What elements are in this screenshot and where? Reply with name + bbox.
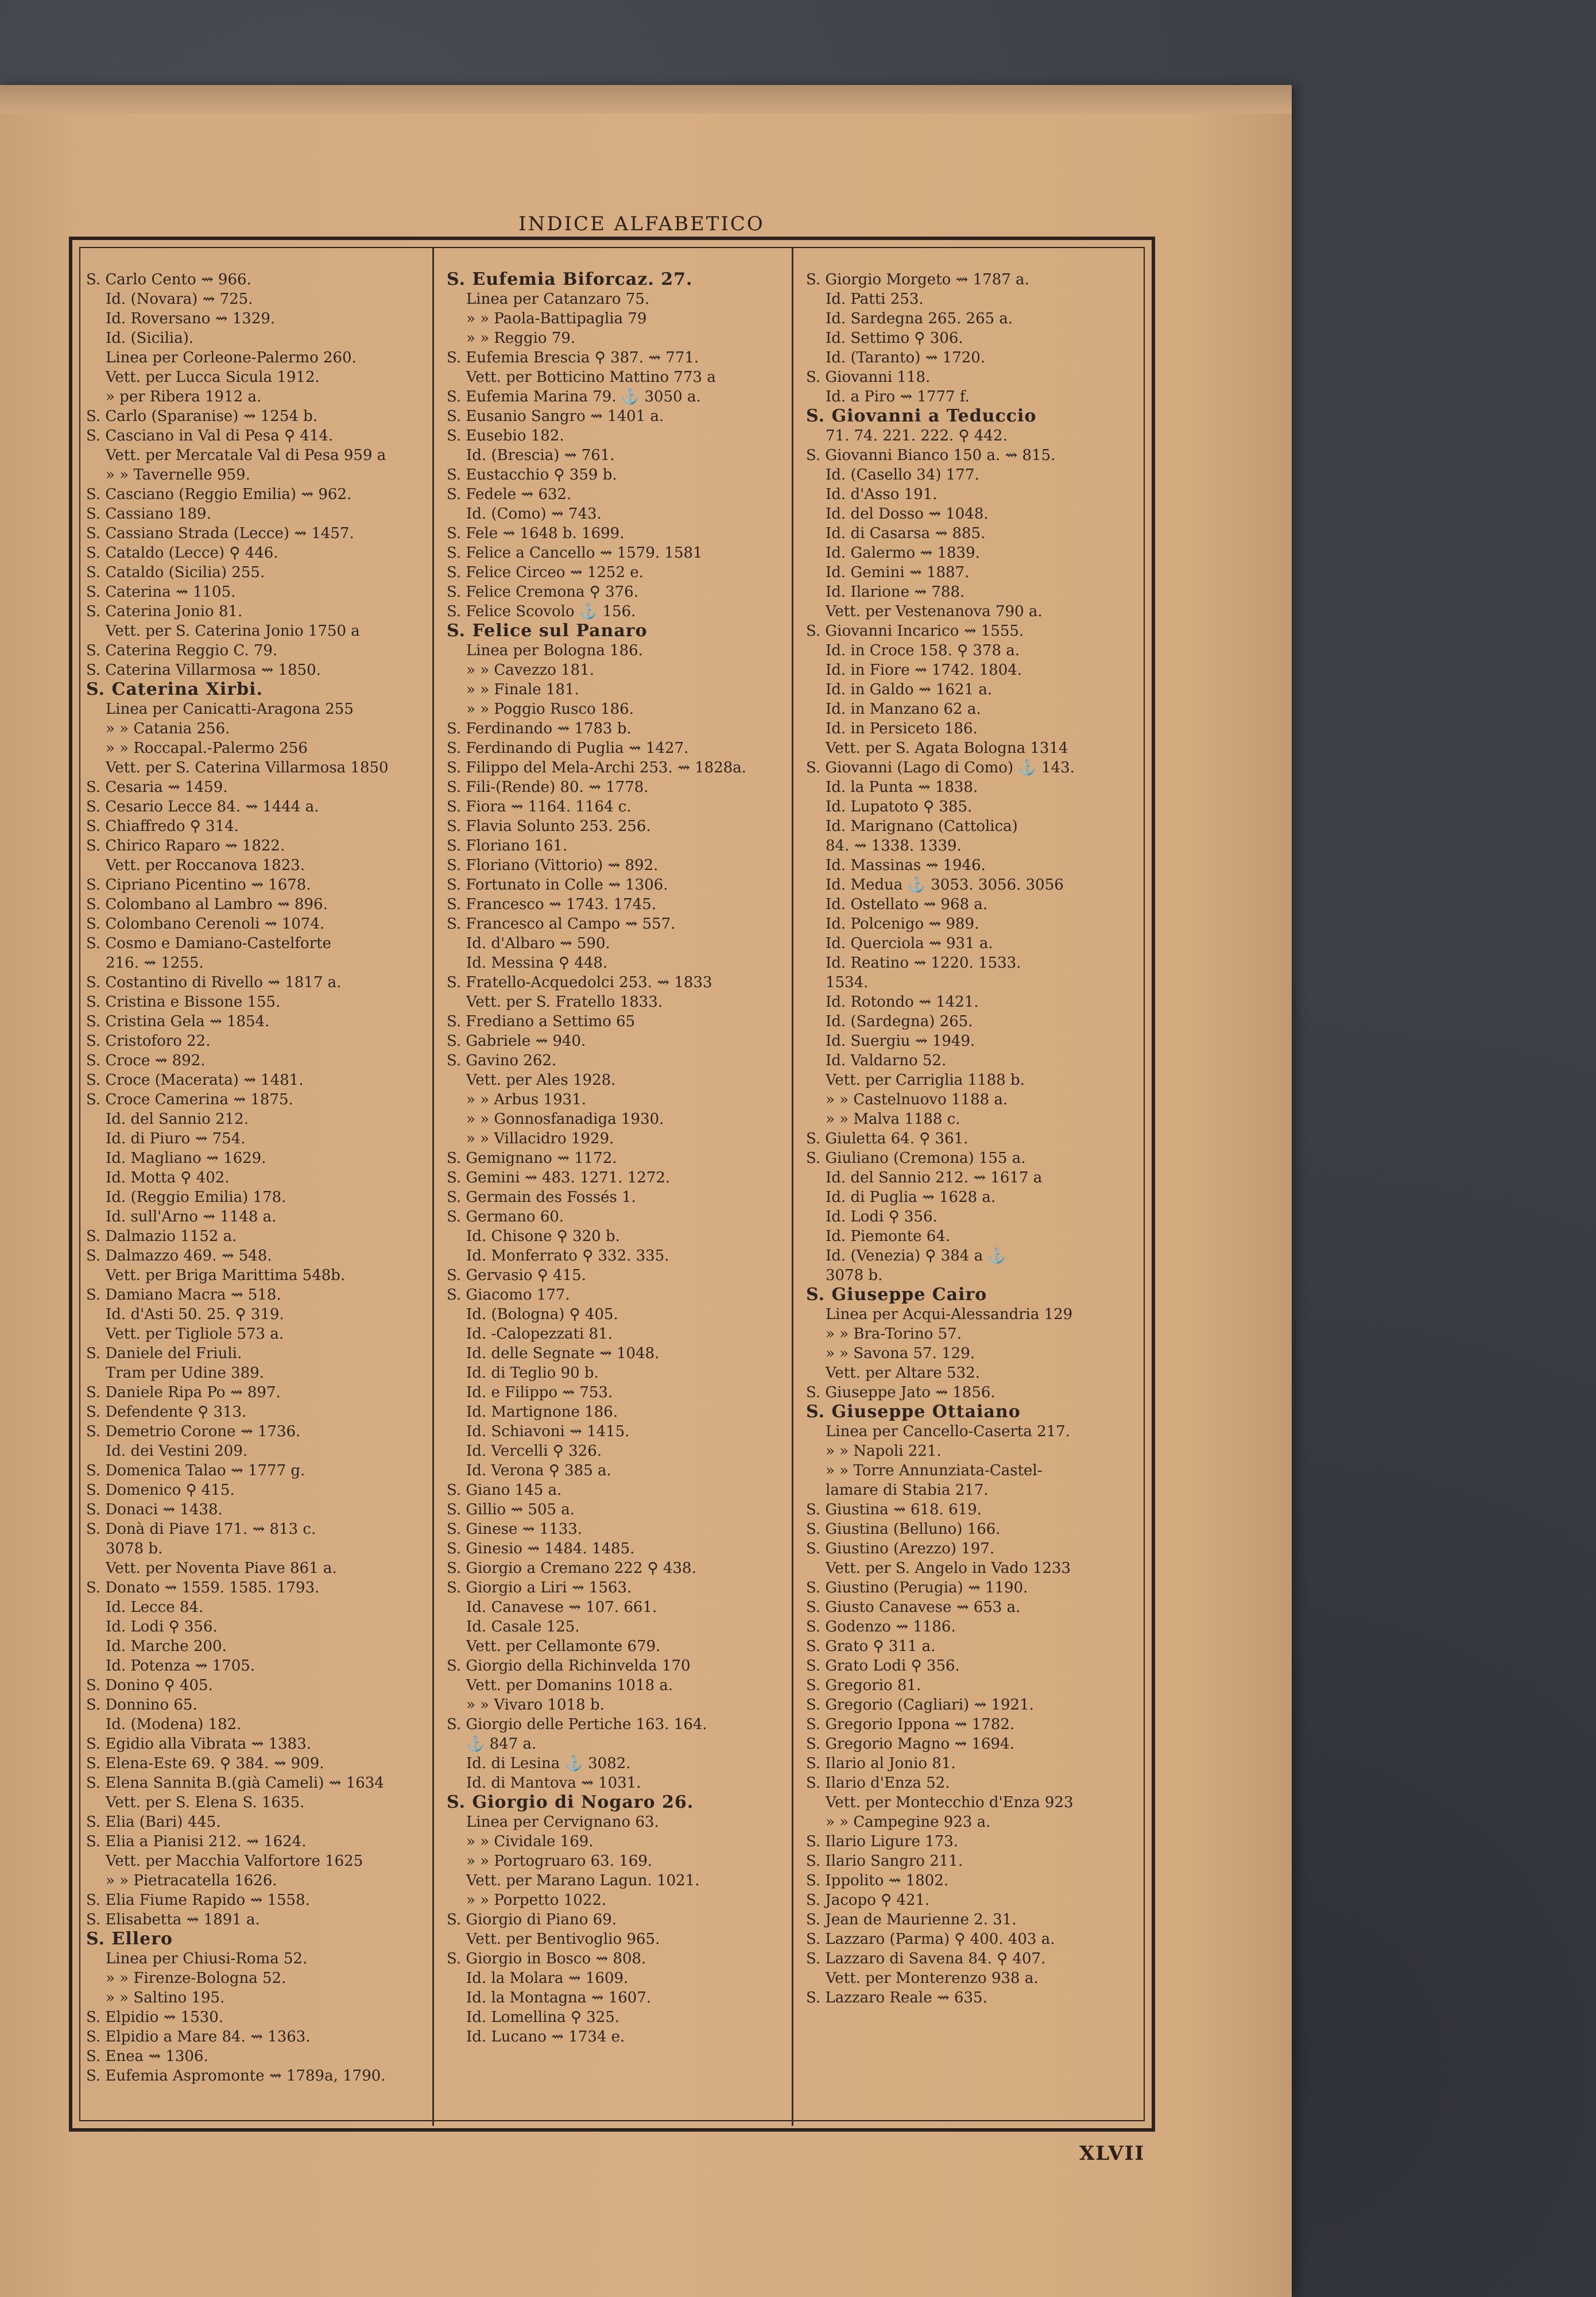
column-divider [432,248,434,2126]
index-entry: S. Giustino (Perugia) ⇝ 1190. [806,1579,1028,1596]
index-entry: » » Cividale 169. [466,1833,594,1850]
index-entry: S. Giovanni Bianco 150 a. ⇝ 815. [806,447,1056,464]
index-entry: Id. di Piuro ⇝ 754. [106,1130,246,1147]
index-entry: Id. Martignone 186. [466,1403,618,1421]
index-entry: S. Francesco al Campo ⇝ 557. [447,915,676,933]
index-entry: » » Cavezzo 181. [466,662,595,679]
index-entry: S. Cipriano Picentino ⇝ 1678. [86,876,311,894]
index-entry: S. Daniele Ripa Po ⇝ 897. [86,1384,281,1401]
index-entry: S. Giuseppe Cairo [806,1285,987,1305]
index-entry: S. Costantino di Rivello ⇝ 1817 a. [86,974,342,991]
index-entry: Id. Vercelli ⚲ 326. [466,1443,602,1460]
index-entry: Vett. per Cellamonte 679. [466,1638,661,1655]
index-entry: S. Elia a Pianisi 212. ⇝ 1624. [86,1833,307,1850]
index-entry: S. Croce Camerina ⇝ 1875. [86,1091,293,1108]
index-entry: S. Eusebio 182. [447,427,564,444]
index-entry: Id. del Dosso ⇝ 1048. [826,505,989,523]
index-entry: Id. Roversano ⇝ 1329. [106,310,276,327]
index-entry: Id. (Bologna) ⚲ 405. [466,1306,618,1323]
index-entry: S. Giuliano (Cremona) 155 a. [806,1150,1026,1167]
index-entry: S. Flavia Solunto 253. 256. [447,818,651,835]
index-entry: S. Fratello-Acquedolci 253. ⇝ 1833 [447,974,712,991]
index-entry: Id. a Piro ⇝ 1777 f. [826,388,970,405]
index-entry: » » Firenze-Bologna 52. [106,1970,286,1987]
index-entry: S. Caterina ⇝ 1105. [86,583,236,601]
index-entry: S. Donnino 65. [86,1696,197,1714]
index-entry: Id. (Modena) 182. [106,1716,242,1733]
index-entry: S. Cesaria ⇝ 1459. [86,779,228,796]
index-entry: Id. Polcenigo ⇝ 989. [826,915,979,933]
index-entry: S. Ginese ⇝ 1133. [447,1521,583,1538]
index-entry: » » Savona 57. 129. [826,1345,975,1362]
index-entry: S. Caterina Xirbi. [86,680,263,699]
index-entry: » per Ribera 1912 a. [106,388,262,405]
index-entry: S. Giustina ⇝ 618. 619. [806,1501,982,1518]
index-entry: Id. sull'Arno ⇝ 1148 a. [106,1208,277,1225]
index-entry: 71. 74. 221. 222. ⚲ 442. [826,427,1008,444]
index-entry: S. Giovanni Incarico ⇝ 1555. [806,622,1024,640]
index-entry: S. Giorgio delle Pertiche 163. 164. [447,1716,707,1733]
index-entry: » » Napoli 221. [826,1443,942,1460]
index-entry: Id. Valdarno 52. [826,1052,947,1069]
index-column-3 [806,270,1148,2105]
index-entry: S. Giorgio a Liri ⇝ 1563. [447,1579,632,1596]
index-entry: Vett. per Botticino Mattino 773 a [466,369,716,386]
index-entry: S. Chirico Raparo ⇝ 1822. [86,837,285,854]
index-entry: Id. (Novara) ⇝ 725. [106,291,253,308]
index-entry: S. Ilario d'Enza 52. [806,1774,950,1792]
index-column-2 [447,270,789,2105]
index-entry: Id. del Sannio 212. ⇝ 1617 a [826,1169,1043,1186]
index-entry: Id. Ostellato ⇝ 968 a. [826,896,988,913]
index-entry: Id. Medua ⚓ 3053. 3056. 3056 [826,876,1064,894]
index-entry: Vett. per S. Agata Bologna 1314 [826,740,1068,757]
index-entry: S. Cataldo (Lecce) ⚲ 446. [86,544,278,562]
index-entry: S. Donino ⚲ 405. [86,1677,213,1694]
index-entry: S. Eufemia Aspromonte ⇝ 1789a, 1790. [86,2067,386,2085]
index-entry: Id. Gemini ⇝ 1887. [826,564,970,581]
index-entry: Vett. per Briga Marittima 548b. [106,1267,346,1284]
index-entry: Id. dei Vestini 209. [106,1443,248,1460]
index-entry: Id. Verona ⚲ 385 a. [466,1462,611,1479]
index-entry: Linea per Chiusi-Roma 52. [106,1950,308,1967]
index-entry: » » Campegine 923 a. [826,1813,991,1831]
index-entry: S. Floriano (Vittorio) ⇝ 892. [447,857,658,874]
index-entry: S. Croce ⇝ 892. [86,1052,206,1069]
index-entry: S. Grato ⚲ 311 a. [806,1638,936,1655]
index-entry: S. Giustina (Belluno) 166. [806,1521,1001,1538]
index-entry: S. Giano 145 a. [447,1482,562,1499]
index-entry: 84. ⇝ 1338. 1339. [826,837,962,854]
index-entry: Id. la Montagna ⇝ 1607. [466,1989,652,2006]
index-entry: S. Chiaffredo ⚲ 314. [86,818,239,835]
index-entry: » » Bra-Torino 57. [826,1325,962,1343]
index-entry: Id. Lecce 84. [106,1599,204,1616]
index-entry: Linea per Cervignano 63. [466,1813,659,1831]
index-entry: » » Vivaro 1018 b. [466,1696,605,1714]
index-entry: S. Gavino 262. [447,1052,557,1069]
index-entry: S. Demetrio Corone ⇝ 1736. [86,1423,301,1440]
index-entry: Id. Patti 253. [826,291,924,308]
index-entry: S. Caterina Villarmosa ⇝ 1850. [86,662,321,679]
index-entry: » » Villacidro 1929. [466,1130,614,1147]
index-entry: » » Malva 1188 c. [826,1111,960,1128]
index-entry: Id. (Sicilia). [106,330,194,347]
index-entry: Vett. per S. Angelo in Vado 1233 [826,1560,1071,1577]
index-entry: Id. di Casarsa ⇝ 885. [826,525,986,542]
index-entry: S. Casciano in Val di Pesa ⚲ 414. [86,427,334,444]
index-entry: S. Cristoforo 22. [86,1033,211,1050]
index-entry: S. Filippo del Mela-Archi 253. ⇝ 1828a. [447,759,747,776]
index-entry: Vett. per Vestenanova 790 a. [826,603,1043,620]
index-entry: Vett. per Noventa Piave 861 a. [106,1560,337,1577]
index-entry: S. Godenzo ⇝ 1186. [806,1618,956,1635]
index-entry: S. Gillio ⇝ 505 a. [447,1501,575,1518]
index-entry: S. Elpidio a Mare 84. ⇝ 1363. [86,2028,311,2045]
index-entry: S. Donaci ⇝ 1438. [86,1501,223,1518]
index-entry: S. Colombano al Lambro ⇝ 896. [86,896,328,913]
index-entry: Linea per Cancello-Caserta 217. [826,1423,1071,1440]
index-entry: Id. Casale 125. [466,1618,580,1635]
index-entry: S. Francesco ⇝ 1743. 1745. [447,896,657,913]
index-entry: Id. (Sardegna) 265. [826,1013,973,1030]
index-entry: S. Giorgio in Bosco ⇝ 808. [447,1950,646,1967]
index-entry: 1534. [826,974,869,991]
index-entry: S. Fedele ⇝ 632. [447,486,572,503]
index-entry: S. Ilario al Jonio 81. [806,1755,956,1772]
index-entry: » » Saltino 195. [106,1989,225,2006]
index-entry: Id. Reatino ⇝ 1220. 1533. [826,954,1021,972]
index-entry: S. Gemignano ⇝ 1172. [447,1150,617,1167]
index-entry: Vett. per Altare 532. [826,1364,980,1382]
index-entry: Id. Lomellina ⚲ 325. [466,2009,620,2026]
index-entry: S. Gregorio Ippona ⇝ 1782. [806,1716,1015,1733]
index-entry: Vett. per S. Caterina Villarmosa 1850 [106,759,389,776]
index-entry: S. Damiano Macra ⇝ 518. [86,1286,281,1304]
index-entry: Id. Lodi ⚲ 356. [826,1208,938,1225]
index-entry: S. Giorgio a Cremano 222 ⚲ 438. [447,1560,696,1577]
index-entry: S. Elena Sannita B.(già Cameli) ⇝ 1634 [86,1774,384,1792]
index-entry: Id. in Manzano 62 a. [826,701,981,718]
index-entry: » » Paola-Battipaglia 79 [466,310,647,327]
index-entry: S. Giorgio della Richinvelda 170 [447,1657,691,1675]
index-entry: Id. -Calopezzati 81. [466,1325,613,1343]
index-entry: S. Giacomo 177. [447,1286,570,1304]
index-entry: S. Gervasio ⚲ 415. [447,1267,586,1284]
index-entry: Id. Monferrato ⚲ 332. 335. [466,1247,669,1264]
index-entry: S. Cassiano 189. [86,505,211,523]
index-entry: Vett. per S. Fratello 1833. [466,993,663,1011]
index-entry: Id. Galermo ⇝ 1839. [826,544,980,562]
index-entry: S. Giovanni 118. [806,369,931,386]
index-entry: Id. in Croce 158. ⚲ 378 a. [826,642,1020,659]
index-entry: S. Fiora ⇝ 1164. 1164 c. [447,798,632,815]
index-entry: S. Giustino (Arezzo) 197. [806,1540,995,1557]
index-entry: S. Enea ⇝ 1306. [86,2048,208,2065]
index-entry: » » Roccapal.-Palermo 256 [106,740,308,757]
index-entry: S. Ellero [86,1929,173,1949]
index-entry: Id. Messina ⚲ 448. [466,954,608,972]
index-entry: Id. (Brescia) ⇝ 761. [466,447,615,464]
index-entry: Id. (Reggio Emilia) 178. [106,1189,286,1206]
index-entry: S. Dalmazzo 469. ⇝ 548. [86,1247,272,1264]
index-entry: S. Elia (Bari) 445. [86,1813,221,1831]
index-entry: S. Eufemia Marina 79. ⚓ 3050 a. [447,388,701,405]
index-entry: Id. (Taranto) ⇝ 1720. [826,349,986,366]
index-entry: Id. delle Segnate ⇝ 1048. [466,1345,660,1362]
page-header [0,212,1596,235]
index-entry: Vett. per Ales 1928. [466,1072,616,1089]
index-entry: Linea per Acqui-Alessandria 129 [826,1306,1073,1323]
index-entry: Id. Rotondo ⇝ 1421. [826,993,979,1011]
index-entry: S. Croce (Macerata) ⇝ 1481. [86,1072,304,1089]
index-entry: Id. di Mantova ⇝ 1031. [466,1774,641,1792]
index-entry: Id. Ilarione ⇝ 788. [826,583,965,601]
index-entry: S. Grato Lodi ⚲ 356. [806,1657,960,1675]
index-entry: S. Giovanni (Lago di Como) ⚓ 143. [806,759,1075,776]
index-entry: Id. Querciola ⇝ 931 a. [826,935,993,952]
index-entry: S. Ginesio ⇝ 1484. 1485. [447,1540,635,1557]
index-entry: Id. Lucano ⇝ 1734 e. [466,2028,625,2045]
index-entry: S. Giovanni a Teduccio [806,407,1037,426]
index-entry: Linea per Bologna 186. [466,642,643,659]
index-entry: S. Germano 60. [447,1208,564,1225]
index-entry: S. Lazzaro di Savena 84. ⚲ 407. [806,1950,1046,1967]
index-entry: Id. (Venezia) ⚲ 384 a ⚓ [826,1247,1006,1264]
index-entry: S. Eusanio Sangro ⇝ 1401 a. [447,408,664,425]
index-entry: Linea per Corleone-Palermo 260. [106,349,357,366]
index-entry: Id. in Fiore ⇝ 1742. 1804. [826,662,1022,679]
index-entry: S. Lazzaro Reale ⇝ 635. [806,1989,987,2006]
index-entry: Vett. per S. Caterina Jonio 1750 a [106,622,360,640]
index-entry: Vett. per Macchia Valfortore 1625 [106,1853,363,1870]
index-entry: S. Ferdinando ⇝ 1783 b. [447,720,632,737]
index-entry: Id. Marche 200. [106,1638,227,1655]
index-entry: S. Elisabetta ⇝ 1891 a. [86,1911,260,1928]
index-entry: S. Fortunato in Colle ⇝ 1306. [447,876,668,894]
index-entry: S. Germain des Fossés 1. [447,1189,636,1206]
index-entry: S. Jacopo ⚲ 421. [806,1892,930,1909]
index-entry: S. Donà di Piave 171. ⇝ 813 c. [86,1521,316,1538]
index-entry: S. Defendente ⚲ 313. [86,1403,247,1421]
index-entry: S. Domenica Talao ⇝ 1777 g. [86,1462,305,1479]
index-entry: S. Cataldo (Sicilia) 255. [86,564,265,581]
index-entry: S. Fili-(Rende) 80. ⇝ 1778. [447,779,649,796]
index-entry: S. Ilario Ligure 173. [806,1833,959,1850]
index-entry: Id. (Casello 34) 177. [826,466,979,484]
index-entry: S. Gregorio Magno ⇝ 1694. [806,1735,1014,1753]
index-entry: Id. Canavese ⇝ 107. 661. [466,1599,657,1616]
index-entry: Linea per Canicatti-Aragona 255 [106,701,354,718]
index-entry: Id. Magliano ⇝ 1629. [106,1150,266,1167]
index-entry: S. Elena-Este 69. ⚲ 384. ⇝ 909. [86,1755,324,1772]
index-entry: S. Ferdinando di Puglia ⇝ 1427. [447,740,689,757]
index-entry: Id. Marignano (Cattolica) [826,818,1018,835]
index-entry: Id. del Sannio 212. [106,1111,249,1128]
index-entry: » » Torre Annunziata-Castel- [826,1462,1043,1479]
index-entry: Linea per Catanzaro 75. [466,291,650,308]
index-column-1 [86,270,428,2105]
index-entry: Id. di Puglia ⇝ 1628 a. [826,1189,996,1206]
index-entry: S. Casciano (Reggio Emilia) ⇝ 962. [86,486,352,503]
index-entry: S. Eufemia Brescia ⚲ 387. ⇝ 771. [447,349,699,366]
index-entry: S. Giorgio di Nogaro 26. [447,1793,694,1812]
index-entry: S. Egidio alla Vibrata ⇝ 1383. [86,1735,312,1753]
index-entry: Id. d'Asti 50. 25. ⚲ 319. [106,1306,284,1323]
index-entry: Id. e Filippo ⇝ 753. [466,1384,613,1401]
index-entry: Id. Schiavoni ⇝ 1415. [466,1423,630,1440]
index-entry: » » Portogruaro 63. 169. [466,1853,653,1870]
index-entry: S. Ippolito ⇝ 1802. [806,1872,949,1889]
index-entry: Id. Piemonte 64. [826,1228,951,1245]
index-entry: S. Eufemia Biforcaz. 27. [447,270,693,289]
index-entry: S. Gabriele ⇝ 940. [447,1033,586,1050]
index-entry: Id. Lodi ⚲ 356. [106,1618,218,1635]
index-entry: 3078 b. [826,1267,883,1284]
index-entry: Id. Lupatoto ⚲ 385. [826,798,973,815]
index-entry: S. Cosmo e Damiano-Castelforte [86,935,331,952]
index-entry: Id. Chisone ⚲ 320 b. [466,1228,620,1245]
index-entry: S. Cristina e Bissone 155. [86,993,281,1011]
index-entry: S. Gemini ⇝ 483. 1271. 1272. [447,1169,671,1186]
index-entry: S. Floriano 161. [447,837,568,854]
index-entry: » » Poggio Rusco 186. [466,701,634,718]
index-entry: ⚓ 847 a. [466,1735,537,1753]
index-entry: Id. Potenza ⇝ 1705. [106,1657,255,1675]
index-entry: Id. di Teglio 90 b. [466,1364,599,1382]
index-entry: S. Felice Cremona ⚲ 376. [447,583,638,601]
index-entry: S. Caterina Jonio 81. [86,603,243,620]
index-entry: Id. in Persiceto 186. [826,720,978,737]
index-entry: Vett. per Tigliole 573 a. [106,1325,284,1343]
index-entry: S. Elpidio ⇝ 1530. [86,2009,224,2026]
index-entry: Vett. per Marano Lagun. 1021. [466,1872,700,1889]
index-entry: Tram per Udine 389. [106,1364,265,1382]
index-entry: S. Carlo Cento ⇝ 966. [86,271,251,288]
index-entry: Id. la Punta ⇝ 1838. [826,779,978,796]
index-entry: S. Giorgio Morgeto ⇝ 1787 a. [806,271,1029,288]
index-entry: S. Daniele del Friuli. [86,1345,242,1362]
index-entry: » » Porpetto 1022. [466,1892,607,1909]
index-entry: » » Pietracatella 1626. [106,1872,277,1889]
index-entry: Id. di Lesina ⚓ 3082. [466,1755,631,1772]
index-entry: S. Frediano a Settimo 65 [447,1013,636,1030]
index-entry: Vett. per S. Elena S. 1635. [106,1794,305,1811]
index-entry: S. Gregorio 81. [806,1677,921,1694]
index-entry: S. Giusto Canavese ⇝ 653 a. [806,1599,1021,1616]
index-entry: S. Cristina Gela ⇝ 1854. [86,1013,270,1030]
index-entry: S. Jean de Maurienne 2. 31. [806,1911,1017,1928]
index-entry: Id. Massinas ⇝ 1946. [826,857,986,874]
index-entry: S. Dalmazio 1152 a. [86,1228,237,1245]
index-entry: Id. (Como) ⇝ 743. [466,505,602,523]
page-number: XLVII [1079,2142,1145,2165]
index-entry: Vett. per Lucca Sicula 1912. [106,369,320,386]
index-entry: » » Catania 256. [106,720,230,737]
index-frame [69,237,1155,2132]
index-entry: S. Felice a Cancello ⇝ 1579. 1581 [447,544,703,562]
index-entry: Id. Settimo ⚲ 306. [826,330,963,347]
index-entry: S. Gregorio (Cagliari) ⇝ 1921. [806,1696,1034,1714]
index-entry: Id. la Molara ⇝ 1609. [466,1970,629,1987]
index-entry: » » Gonnosfanadiga 1930. [466,1111,664,1128]
index-entry: » » Finale 181. [466,681,579,698]
index-entry: S. Eustacchio ⚲ 359 b. [447,466,617,484]
index-entry: Vett. per Mercatale Val di Pesa 959 a [106,447,386,464]
index-entry: » » Arbus 1931. [466,1091,586,1108]
index-entry: S. Carlo (Sparanise) ⇝ 1254 b. [86,408,318,425]
index-entry: Vett. per Montecchio d'Enza 923 [826,1794,1074,1811]
index-entry: S. Ilario Sangro 211. [806,1853,963,1870]
index-entry: S. Giuletta 64. ⚲ 361. [806,1130,969,1147]
index-entry: Vett. per Roccanova 1823. [106,857,305,874]
index-entry: lamare di Stabia 217. [826,1482,989,1499]
index-entry: S. Cassiano Strada (Lecce) ⇝ 1457. [86,525,354,542]
index-entry: S. Caterina Reggio C. 79. [86,642,278,659]
index-entry: Vett. per Carriglia 1188 b. [826,1072,1025,1089]
index-entry: S. Domenico ⚲ 415. [86,1482,235,1499]
index-entry: 216. ⇝ 1255. [106,954,204,972]
index-entry: S. Fele ⇝ 1648 b. 1699. [447,525,625,542]
page-title: INDICE ALFABETICO [518,212,765,235]
index-entry: S. Elia Fiume Rapido ⇝ 1558. [86,1892,310,1909]
index-entry: Id. d'Asso 191. [826,486,938,503]
index-entry: S. Giorgio di Piano 69. [447,1911,617,1928]
index-entry: Id. Sardegna 265. 265 a. [826,310,1013,327]
index-entry: Vett. per Bentivoglio 965. [466,1931,660,1948]
index-entry: Vett. per Monterenzo 938 a. [826,1970,1039,1987]
index-entry: S. Giuseppe Jato ⇝ 1856. [806,1384,995,1401]
index-entry: » » Tavernelle 959. [106,466,250,484]
index-entry: S. Felice Circeo ⇝ 1252 e. [447,564,644,581]
index-entry: Id. Suergiu ⇝ 1949. [826,1033,975,1050]
index-entry: S. Felice Scovolo ⚓ 156. [447,603,636,620]
index-entry: Vett. per Domanins 1018 a. [466,1677,673,1694]
index-entry: Id. in Galdo ⇝ 1621 a. [826,681,993,698]
index-entry: S. Giuseppe Ottaiano [806,1402,1021,1422]
index-entry: S. Felice sul Panaro [447,621,648,641]
index-entry: » » Castelnuovo 1188 a. [826,1091,1008,1108]
index-entry: Id. Motta ⚲ 402. [106,1169,230,1186]
index-entry: S. Colombano Cerenoli ⇝ 1074. [86,915,325,933]
index-entry: » » Reggio 79. [466,330,576,347]
index-entry: S. Donato ⇝ 1559. 1585. 1793. [86,1579,320,1596]
index-entry: Id. d'Albaro ⇝ 590. [466,935,610,952]
column-divider [792,248,793,2126]
index-entry: S. Lazzaro (Parma) ⚲ 400. 403 a. [806,1931,1055,1948]
index-entry: S. Cesario Lecce 84. ⇝ 1444 a. [86,798,319,815]
index-entry: 3078 b. [106,1540,163,1557]
